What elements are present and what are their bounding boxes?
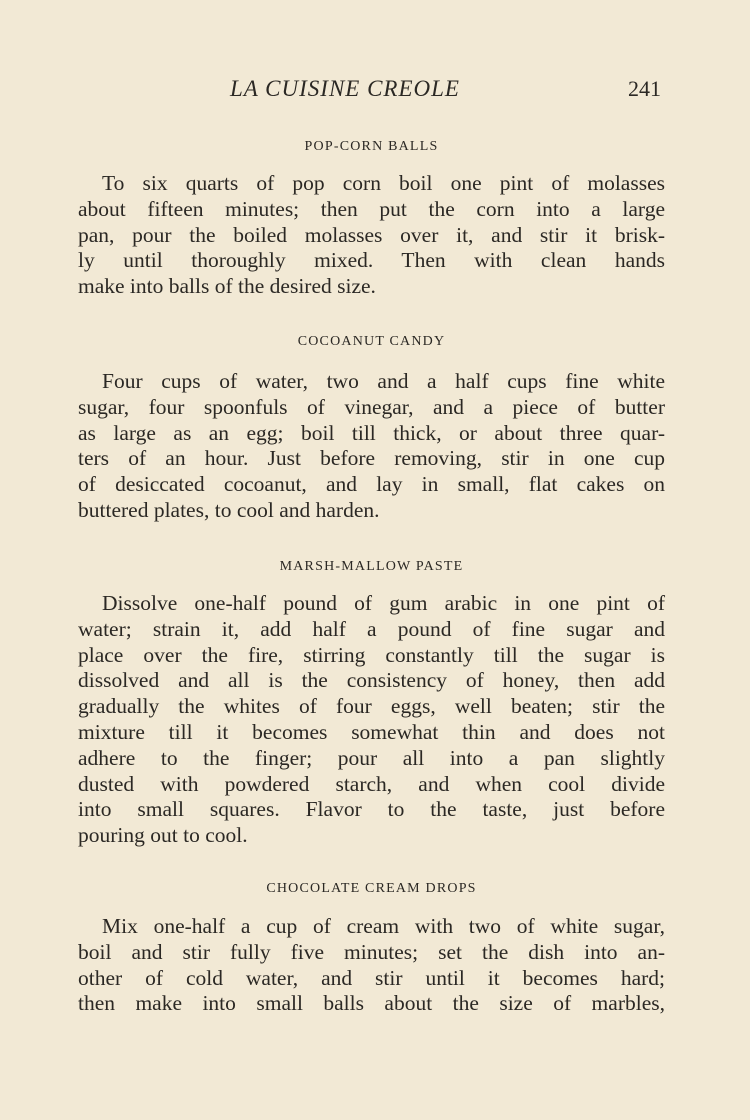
text-line: To six quarts of pop corn boil one pint of molasses — [102, 171, 665, 195]
text-line: adhere to the finger; pour all into a pan slightly — [78, 745, 665, 770]
text-line: pan, pour the boiled molasses over it, and stir it brisk- — [78, 222, 665, 247]
recipe-text — [78, 591, 665, 849]
text-line: into small squares. Flavor to the taste, just before — [78, 797, 665, 822]
page-number: 241 — [628, 76, 661, 101]
text-line: make into balls of the desired size. — [78, 274, 376, 299]
recipe-title: POP-CORN BALLS — [304, 139, 439, 154]
text-line: then make into small balls about the size of marbles, — [78, 991, 665, 1016]
running-header: LA CUISINE CREOLE — [230, 76, 460, 101]
recipe-title: COCOANUT CANDY — [297, 334, 446, 349]
text-line: water; strain it, add half a pound of fine sugar and — [78, 616, 665, 641]
recipe-text — [78, 369, 665, 524]
text-line: ters of an hour. Just before removing, stir in one cup — [78, 446, 665, 471]
text-line: ly until thoroughly mixed. Then with clean hands — [78, 248, 665, 273]
text-line: boil and stir fully five minutes; set the dish into an- — [78, 939, 665, 964]
text-line: about fifteen minutes; then put the corn into a large — [78, 196, 665, 221]
text-line: place over the fire, stirring constantly till the sugar is — [78, 642, 665, 667]
recipe-text — [78, 914, 665, 1017]
text-line: other of cold water, and stir until it becomes hard; — [78, 965, 665, 990]
text-line: mixture till it becomes somewhat thin and does not — [78, 719, 665, 744]
text-line: pouring out to cool. — [78, 823, 248, 848]
recipe-text — [78, 171, 665, 300]
text-line: gradually the whites of four eggs, well beaten; stir the — [78, 694, 665, 719]
text-line: buttered plates, to cool and harden. — [78, 497, 380, 522]
text-line: Mix one-half a cup of cream with two of white sugar, — [102, 914, 665, 938]
text-line: of desiccated cocoanut, and lay in small, flat cakes on — [78, 472, 665, 497]
text-line: dusted with powdered starch, and when cool divide — [78, 771, 665, 796]
text-line: Four cups of water, two and a half cups fine white — [102, 369, 665, 393]
recipe-title: CHOCOLATE CREAM DROPS — [266, 881, 477, 896]
text-line: as large as an egg; boil till thick, or about three quar- — [78, 420, 665, 445]
text-line: sugar, four spoonfuls of vinegar, and a piece of butter — [78, 394, 665, 419]
recipe-title: MARSH-MALLOW PASTE — [279, 559, 464, 574]
text-line: dissolved and all is the consistency of honey, then add — [78, 668, 665, 693]
text-line: Dissolve one-half pound of gum arabic in one pint of — [102, 591, 665, 615]
